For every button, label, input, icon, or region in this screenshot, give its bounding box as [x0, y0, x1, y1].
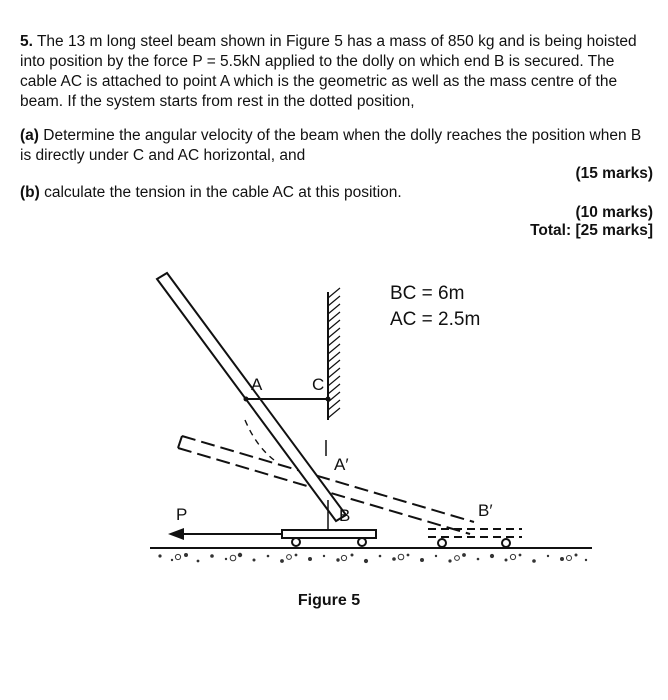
label-B-prime: B′ [478, 501, 493, 520]
question-number: 5. [20, 33, 33, 50]
part-b-marks: (10 marks) [575, 204, 653, 221]
label-C: C [312, 375, 325, 394]
force-P-arrowhead [168, 528, 184, 540]
label-B: B [339, 506, 351, 525]
ground-gravel-rings [175, 554, 571, 561]
part-a-tag: (a) [20, 127, 39, 144]
part-b-tag: (b) [20, 184, 40, 201]
beam-final [157, 273, 346, 521]
label-P: P [176, 505, 188, 524]
part-a-marks: (15 marks) [575, 165, 653, 182]
label-A-prime: A′ [334, 455, 349, 474]
point-A [244, 397, 249, 402]
ground-gravel [158, 553, 587, 563]
intro-text: The 13 m long steel beam shown in Figure 5 has a mass of 850 kg and is being hoisted into position by the force P = 5.5kN applied to the dolly on which end B is secured. The cable AC is attached to point A which is the geometric as well as the mass centre of the beam. If the system starts from rest in the dotted position, [20, 33, 637, 110]
dimension-BC: BC = 6m [390, 283, 465, 304]
dolly [282, 530, 376, 546]
figure-caption: Figure 5 [297, 592, 361, 609]
point-C [326, 397, 331, 402]
beam-initial-end [178, 436, 182, 448]
part-b-text: calculate the tension in the cable AC at this position. [44, 184, 402, 201]
dimension-AC: AC = 2.5m [390, 309, 481, 330]
part-a-text: Determine the angular velocity of the beam when the dolly reaches the position when B is directly under C and AC horizontal, and [20, 127, 642, 164]
label-A: A [251, 375, 263, 394]
dolly-initial-dashed [428, 529, 522, 547]
total-marks: Total: [25 marks] [530, 222, 653, 239]
